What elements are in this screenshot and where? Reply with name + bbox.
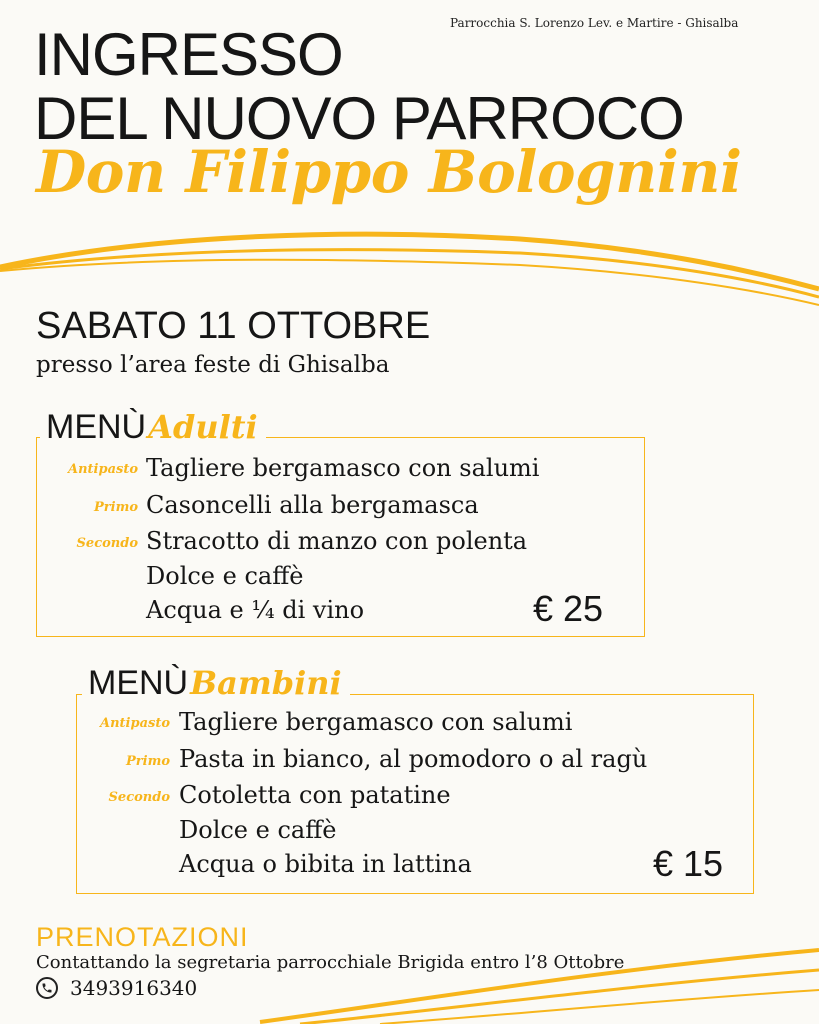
dish-item: Dolce e caffè <box>146 562 304 590</box>
phone-row <box>36 976 197 1000</box>
title-line-1: INGRESSO <box>34 21 343 88</box>
price-adults: € 25 <box>533 588 604 629</box>
event-venue: presso l’area feste di Ghisalba <box>36 352 390 378</box>
course-label: Antipasto <box>68 462 138 477</box>
course-label: Primo <box>126 754 170 769</box>
phone-icon <box>36 977 58 999</box>
dish-item: Tagliere bergamasco con salumi <box>146 454 540 482</box>
menu-type-adults: Adulti <box>148 408 258 446</box>
menu-type-kids: Bambini <box>190 664 342 702</box>
dish-item: Casoncelli alla bergamasca <box>146 491 479 519</box>
course-label: Antipasto <box>100 716 170 731</box>
dish-item: Dolce e caffè <box>179 816 337 844</box>
dish-item: Acqua o bibita in lattina <box>179 850 472 878</box>
menu-heading: MENÙ <box>88 664 189 702</box>
event-date: SABATO 11 OTTOBRE <box>36 305 431 347</box>
dish-item: Acqua e ¼ di vino <box>146 596 365 624</box>
parish-name: Parrocchia S. Lorenzo Lev. e Martire - Ghisalba <box>450 16 739 30</box>
booking-text: Contattando la segretaria parrocchiale Brigida entro l’8 Ottobre <box>36 952 625 973</box>
booking-title: PRENOTAZIONI <box>36 922 249 952</box>
course-label: Secondo <box>108 790 170 805</box>
dish-item: Cotoletta con patatine <box>179 781 451 809</box>
kids-menu-title <box>82 664 350 703</box>
adult-menu-title <box>40 408 266 447</box>
course-label: Primo <box>94 500 138 515</box>
phone-number: 3493916340 <box>70 976 198 1000</box>
priest-name: Don Filippo Bolognini <box>36 138 742 206</box>
dish-item: Tagliere bergamasco con salumi <box>179 708 573 736</box>
course-label: Secondo <box>76 536 138 551</box>
dish-item: Stracotto di manzo con polenta <box>146 527 528 555</box>
title-line-2: DEL NUOVO PARROCO <box>34 85 684 152</box>
dish-item: Pasta in bianco, al pomodoro o al ragù <box>179 745 648 773</box>
price-kids: € 15 <box>653 843 724 884</box>
menu-heading: MENÙ <box>46 408 147 446</box>
